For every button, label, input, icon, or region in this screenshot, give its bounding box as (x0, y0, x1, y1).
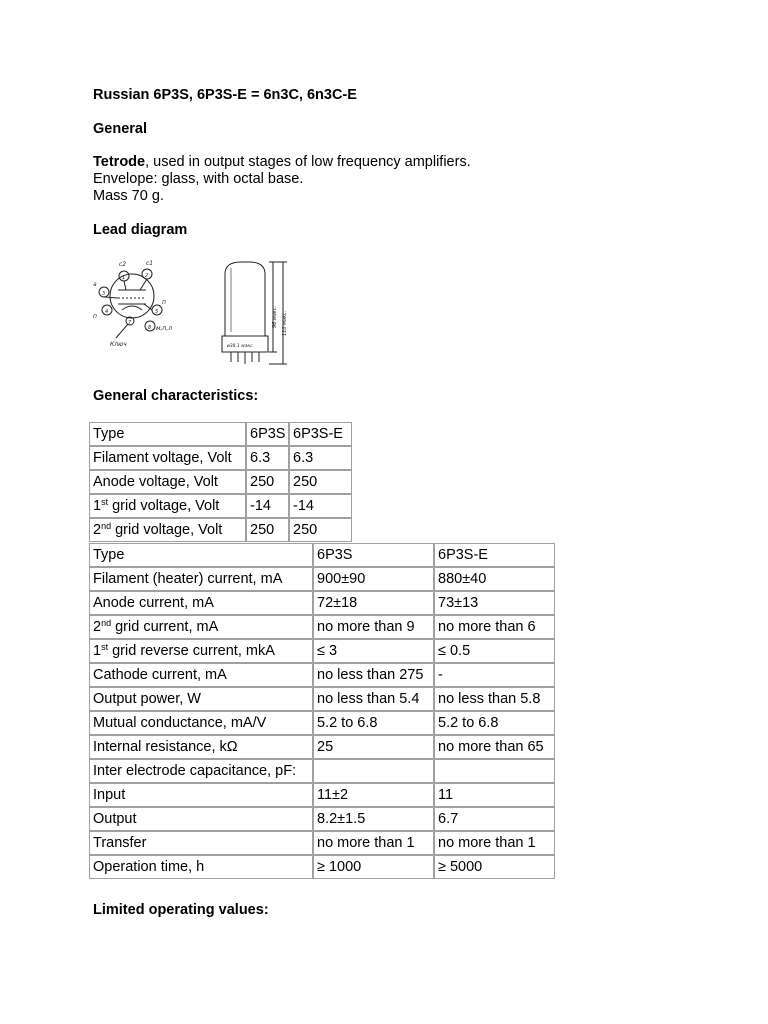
table-cell: ≤ 3 (313, 639, 434, 663)
pin-number-2: 2 (145, 273, 149, 279)
table-cell: 5.2 to 6.8 (434, 711, 555, 735)
table-cell: 11±2 (313, 783, 434, 807)
table-cell (89, 711, 313, 735)
table-cell: 6P3S-E (434, 543, 555, 567)
table-row (89, 446, 352, 470)
table-row (89, 518, 352, 542)
pin-label-c2: с2 (119, 261, 127, 268)
table-cell: ≥ 1000 (313, 855, 434, 879)
cell-label: Filament voltage, Volt (93, 450, 232, 466)
table-cell (89, 807, 313, 831)
table-cell: no more than 6 (434, 615, 555, 639)
table-cell: 6P3S (246, 422, 289, 446)
intro-block (93, 154, 471, 205)
table-cell: 250 (289, 518, 352, 542)
cell-label: Filament (heater) current, mA (93, 571, 283, 587)
pin-label-p2: п (162, 299, 166, 306)
table-cell (89, 591, 313, 615)
cell-label: Anode voltage, Volt (93, 474, 218, 490)
cell-label: 1 (93, 498, 102, 514)
table-cell (89, 615, 313, 639)
table-cell: 11 (434, 783, 555, 807)
lead-diagram-figure (90, 258, 182, 350)
base-diameter-dimension: ø38,1 макс. (227, 344, 254, 349)
table-cell: 250 (289, 470, 352, 494)
table-cell: no less than 275 (313, 663, 434, 687)
table-cell: no more than 1 (313, 831, 434, 855)
table-row (89, 639, 555, 663)
table-row (89, 807, 555, 831)
table-row (89, 470, 352, 494)
table-row (89, 783, 555, 807)
cell-label: Transfer (93, 835, 147, 851)
electrical-parameters-table (89, 543, 555, 879)
pin-number-4: 4 (105, 309, 109, 315)
table-cell: no more than 65 (434, 735, 555, 759)
cell-label-rest: grid current, mA (111, 619, 219, 635)
pin-number-7: 7 (128, 320, 132, 326)
table-cell (89, 735, 313, 759)
table-cell (89, 855, 313, 879)
cell-label-rest: grid reverse current, mkA (108, 643, 275, 659)
table-cell: 6P3S (313, 543, 434, 567)
table-cell (89, 831, 313, 855)
table-cell: 900±90 (313, 567, 434, 591)
table-cell (434, 759, 555, 783)
table-cell (89, 494, 246, 518)
general-heading: General (93, 121, 147, 137)
cell-label: Anode current, mA (93, 595, 214, 611)
table-cell: 250 (246, 518, 289, 542)
table-cell (89, 759, 313, 783)
ordinal-suffix: st (101, 642, 109, 652)
table-cell: 6.7 (434, 807, 555, 831)
intro-mass: Mass 70 g. (93, 188, 164, 204)
table-cell: ≥ 5000 (434, 855, 555, 879)
cell-label: Operation time, h (93, 859, 205, 875)
total-height-dimension: 110 макс. (282, 310, 288, 336)
cell-label: Output power, W (93, 691, 201, 707)
table-cell: -14 (246, 494, 289, 518)
cell-label-rest: grid voltage, Volt (108, 498, 220, 514)
table-cell: -14 (289, 494, 352, 518)
cell-label-rest: grid voltage, Volt (111, 522, 223, 538)
table-row (89, 831, 555, 855)
table-cell: 6.3 (246, 446, 289, 470)
page-title: Russian 6P3S, 6P3S-E = 6n3C, 6n3C-E (93, 87, 357, 103)
pin-number-8: 8 (148, 325, 152, 331)
intro-envelope: Envelope: glass, with octal base. (93, 171, 304, 187)
table-row (89, 567, 555, 591)
table-cell: no more than 9 (313, 615, 434, 639)
table-cell (89, 663, 313, 687)
cell-label: Cathode current, mA (93, 667, 227, 683)
table-cell: ≤ 0.5 (434, 639, 555, 663)
table-cell: 73±13 (434, 591, 555, 615)
tube-outline-figure (213, 258, 293, 368)
pin-number-1: 1 (122, 275, 126, 281)
intro-tetrode-line (93, 154, 471, 171)
table-cell: no less than 5.4 (313, 687, 434, 711)
table-cell: 6P3S-E (289, 422, 352, 446)
cell-label: 2 (93, 619, 102, 635)
table-row (89, 663, 555, 687)
tetrode-term: Tetrode (93, 154, 146, 170)
table-cell (89, 567, 313, 591)
ordinal-suffix: nd (101, 521, 112, 531)
table-cell: 8.2±1.5 (313, 807, 434, 831)
key-label: Ключ (110, 341, 127, 348)
pin-label-mpl: м,п,л (156, 325, 173, 332)
table-row (89, 759, 555, 783)
table-row (89, 591, 555, 615)
table-cell (89, 783, 313, 807)
table-row (89, 494, 352, 518)
height-dimension: 96 макс. (272, 305, 278, 328)
cell-label: 2 (93, 522, 102, 538)
table-cell: Type (89, 543, 313, 567)
pin-number-5: 5 (155, 309, 159, 315)
table-cell: 5.2 to 6.8 (313, 711, 434, 735)
table-cell: 880±40 (434, 567, 555, 591)
table-cell (89, 470, 246, 494)
table-cell (89, 518, 246, 542)
table-row (89, 615, 555, 639)
cell-label: Output (93, 811, 137, 827)
cell-label: Input (93, 787, 126, 803)
table-row (89, 687, 555, 711)
cell-label: 1 (93, 643, 102, 659)
pin-label-p1: п (93, 313, 97, 320)
table-row (89, 711, 555, 735)
table-cell (89, 639, 313, 663)
cell-label: Inter electrode capacitance, pF: (93, 763, 297, 779)
lead-diagram-heading: Lead diagram (93, 222, 188, 238)
ordinal-suffix: nd (101, 618, 112, 628)
ordinal-suffix: st (101, 497, 109, 507)
general-characteristics-heading: General characteristics: (93, 388, 259, 404)
table-cell (89, 687, 313, 711)
table-row (89, 855, 555, 879)
pin-label-c1: с1 (146, 260, 154, 267)
table-row (89, 422, 352, 446)
table-cell: - (434, 663, 555, 687)
cell-label: Internal resistance, kΩ (93, 739, 238, 755)
table-cell (89, 446, 246, 470)
pin-number-3: 3 (102, 291, 106, 297)
table-cell: 72±18 (313, 591, 434, 615)
table-cell: 25 (313, 735, 434, 759)
table-cell (313, 759, 434, 783)
table-cell: Type (89, 422, 246, 446)
pin-label-a: а (93, 281, 97, 288)
table-row (89, 543, 555, 567)
table-cell: no less than 5.8 (434, 687, 555, 711)
table-cell: no more than 1 (434, 831, 555, 855)
table-cell: 250 (246, 470, 289, 494)
limited-operating-values-heading: Limited operating values: (93, 902, 269, 918)
general-characteristics-table (89, 422, 352, 542)
table-cell: 6.3 (289, 446, 352, 470)
tetrode-desc: , used in output stages of low frequency amplifiers. (145, 154, 471, 170)
cell-label: Mutual conductance, mA/V (93, 715, 267, 731)
table-row (89, 735, 555, 759)
